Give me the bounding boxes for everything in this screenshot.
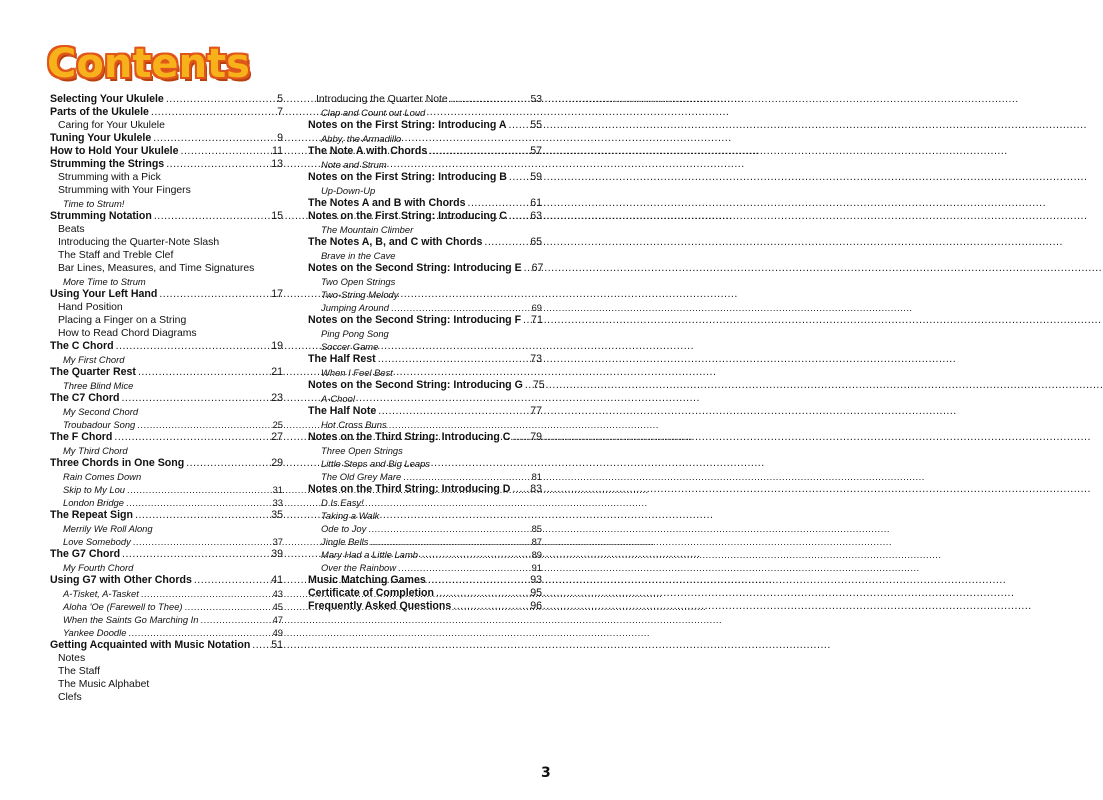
toc-entry-page: 51: [271, 639, 283, 651]
toc-entry-page: 47: [272, 614, 283, 625]
toc-entry-title: Parts of the Ukulele: [50, 106, 149, 118]
toc-entry-title: A-Tisket, A-Tasket: [63, 588, 139, 599]
dot-leader: [453, 600, 528, 613]
toc-entry: [50, 132, 283, 145]
toc-entry: [308, 314, 542, 327]
toc-entry-title: The Music Alphabet: [58, 679, 150, 690]
toc-entry-title: The Staff: [58, 666, 100, 677]
dot-leader: [524, 262, 530, 275]
toc-entry: [308, 535, 542, 548]
toc-entry: [50, 639, 283, 652]
toc-entry-title: Hand Position: [58, 302, 123, 313]
toc-entry-page: 95: [530, 587, 542, 599]
toc-entry-page: 73: [530, 353, 542, 365]
toc-entry-title: Using Your Left Hand: [50, 288, 158, 300]
toc-entry: [50, 470, 283, 483]
toc-entry-title: Clap and Count out Loud: [321, 107, 426, 118]
toc-entry: [50, 197, 283, 210]
toc-entry-title: How to Read Chord Diagrams: [58, 328, 197, 339]
toc-entry: [308, 405, 542, 418]
toc-entry-title: How to Hold Your Ukulele: [50, 145, 179, 157]
toc-entry: [308, 106, 542, 119]
dot-leader: [159, 288, 269, 301]
toc-entry: [50, 106, 283, 119]
toc-entry: [50, 431, 283, 444]
toc-entry: [50, 379, 283, 392]
toc-entry: [308, 600, 542, 613]
toc-entry-title: Certificate of Completion: [308, 587, 434, 599]
toc-entry-title: The C Chord: [50, 340, 114, 352]
toc-entry: [308, 353, 542, 366]
toc-entry: [50, 613, 283, 626]
toc-entry-page: 53: [530, 94, 542, 105]
toc-entry-title: Notes: [58, 653, 86, 664]
dot-leader: [121, 392, 269, 405]
toc-entry-page: 37: [272, 536, 283, 547]
dot-leader: [509, 210, 528, 223]
toc-entry: [308, 184, 542, 197]
toc-entry-page: 17: [271, 288, 283, 300]
dot-leader: [420, 548, 530, 561]
dot-leader: [127, 483, 271, 496]
dot-leader: [450, 93, 529, 106]
toc-entry-title: Using G7 with Other Chords: [50, 574, 192, 586]
toc-entry-title: The F Chord: [50, 431, 113, 443]
dot-leader: [428, 574, 528, 587]
toc-entry: [50, 691, 283, 704]
toc-entry-title: Note and Strum: [321, 159, 387, 170]
toc-entry-title: Strumming the Strings: [50, 158, 165, 170]
toc-entry-page: 65: [530, 236, 542, 248]
dot-leader: [114, 431, 269, 444]
toc-entry: [308, 418, 542, 431]
dot-leader: [398, 561, 530, 574]
toc-entry: [50, 119, 283, 132]
toc-entry: [308, 561, 542, 574]
toc-entry-page: 75: [532, 379, 545, 391]
toc-entry: [308, 496, 542, 509]
toc-entry: [308, 275, 542, 288]
toc-entry-page: 39: [271, 548, 283, 560]
toc-entry: [50, 652, 283, 665]
toc-entry-page: 13: [271, 158, 283, 170]
toc-entry-title: Beats: [58, 224, 85, 235]
toc-entry-title: Ping Pong Song: [321, 328, 389, 339]
toc-entry-title: Notes on the First String: Introducing A: [308, 119, 507, 131]
toc-entry: [50, 548, 283, 561]
toc-entry-page: 43: [272, 588, 283, 599]
toc-entry-title: Love Somebody: [63, 536, 131, 547]
dot-leader: [153, 132, 275, 145]
dot-leader: [122, 548, 269, 561]
toc-entry: [308, 392, 542, 405]
page-number: 3: [541, 765, 551, 781]
dot-leader: [512, 431, 528, 444]
toc-entry-title: Frequently Asked Questions: [308, 600, 452, 612]
toc-entry: [50, 145, 283, 158]
toc-entry: [308, 509, 542, 522]
dot-leader: [137, 418, 270, 431]
toc-entry: [308, 457, 542, 470]
toc-entry: [308, 288, 542, 301]
toc-entry-title: Getting Acquainted with Music Notation: [50, 639, 251, 651]
toc-entry-page: 33: [272, 497, 283, 508]
dot-leader: [181, 145, 270, 158]
dot-leader: [509, 119, 529, 132]
toc-left-column: [50, 93, 283, 704]
toc-entry: [308, 223, 542, 236]
toc-entry-title: Yankee Doodle: [63, 627, 127, 638]
toc-entry-page: 96: [530, 600, 542, 612]
toc-entry-page: 41: [271, 574, 283, 586]
toc-entry-page: 63: [530, 210, 542, 222]
toc-entry: [50, 314, 283, 327]
toc-entry-title: Jumping Around: [321, 302, 389, 313]
dot-leader: [368, 522, 529, 535]
toc-entry-page: 5: [277, 93, 283, 105]
toc-entry-title: Aloha 'Oe (Farewell to Thee): [63, 601, 183, 612]
toc-entry-title: Two-String Melody: [321, 289, 399, 300]
page-title: Contents: [47, 41, 250, 87]
toc-entry-page: 15: [271, 210, 283, 222]
dot-leader: [141, 587, 271, 600]
dot-leader: [186, 457, 269, 470]
toc-entry-title: Notes on the First String: Introducing B: [308, 171, 507, 183]
toc-entry: [308, 548, 542, 561]
toc-entry-title: Skip to My Lou: [63, 484, 126, 495]
toc-entry-page: 93: [530, 574, 542, 586]
toc-entry-title: Three Open Strings: [321, 445, 403, 456]
dot-leader: [200, 613, 270, 626]
toc-entry-page: 25: [272, 419, 283, 430]
toc-entry: [50, 626, 283, 639]
dot-leader: [126, 496, 271, 509]
dot-leader: [151, 106, 275, 119]
toc-entry-title: Taking a Walk: [321, 510, 380, 521]
toc-entry-page: 87: [531, 536, 542, 547]
toc-entry-title: The Notes A and B with Chords: [308, 197, 466, 209]
dot-leader: [194, 574, 269, 587]
toc-entry: [308, 431, 542, 444]
toc-entry-title: Strumming with a Pick: [58, 172, 161, 183]
dot-leader: [116, 340, 270, 353]
toc-entry-title: Notes on the Third String: Introducing C: [308, 431, 511, 443]
toc-entry: [308, 171, 542, 184]
dot-leader: [512, 483, 528, 496]
toc-entry: [50, 158, 283, 171]
toc-entry: [308, 574, 542, 587]
toc-entry-page: 57: [530, 145, 542, 157]
dot-leader: [429, 145, 528, 158]
toc-entry: [308, 301, 542, 314]
toc-entry: [308, 340, 542, 353]
toc-entry: [50, 353, 283, 366]
toc-entry-title: Selecting Your Ukulele: [50, 93, 164, 105]
toc-entry-page: 9: [277, 132, 283, 144]
toc-entry: [50, 483, 283, 496]
dot-leader: [154, 210, 269, 223]
toc-entry-title: When I Feel Best: [321, 367, 393, 378]
toc-entry-page: 49: [272, 627, 283, 638]
toc-entry-page: 7: [277, 106, 283, 118]
toc-entry: [50, 496, 283, 509]
toc-entry: [50, 561, 283, 574]
toc-entry: [308, 262, 542, 275]
toc-entry-title: The Staff and Treble Clef: [58, 250, 174, 261]
dot-leader: [185, 600, 271, 613]
toc-entry: [308, 197, 542, 210]
toc-entry-page: 35: [271, 509, 283, 521]
dot-leader: [133, 535, 271, 548]
dot-leader: [378, 353, 529, 366]
toc-entry: [50, 392, 283, 405]
dot-leader: [391, 301, 530, 314]
toc-entry: [50, 587, 283, 600]
dot-leader: [509, 171, 528, 184]
toc-entry-title: Little Steps and Big Leaps: [321, 458, 430, 469]
toc-entry: [50, 535, 283, 548]
toc-entry-title: The Half Rest: [308, 353, 376, 365]
dot-leader: [436, 587, 528, 600]
toc-entry-title: Rain Comes Down: [63, 471, 142, 482]
toc-entry: [308, 379, 545, 392]
toc-entry: [50, 600, 283, 613]
toc-entry: [50, 93, 283, 106]
toc-entry: [50, 678, 283, 691]
dot-leader: [138, 366, 269, 379]
toc-entry: [308, 470, 542, 483]
dot-leader: [166, 158, 269, 171]
toc-entry: [50, 418, 283, 431]
toc-entry-title: The Note A with Chords: [308, 145, 428, 157]
toc-entry: [50, 210, 283, 223]
toc-entry-page: 11: [272, 145, 283, 157]
dot-leader: [370, 535, 529, 548]
dot-leader: [484, 236, 528, 249]
toc-entry-title: More Time to Strum: [63, 276, 146, 287]
toc-entry-title: Strumming Notation: [50, 210, 152, 222]
toc-entry-title: Caring for Your Ukulele: [58, 120, 165, 131]
toc-entry: [308, 158, 542, 171]
toc-entry-title: Over the Rainbow: [321, 562, 397, 573]
toc-entry-title: The Repeat Sign: [50, 509, 133, 521]
toc-entry: [50, 509, 283, 522]
toc-entry-title: The Quarter Rest: [50, 366, 136, 378]
toc-entry-page: 85: [531, 523, 542, 534]
toc-entry: [308, 522, 542, 535]
dot-leader: [403, 470, 529, 483]
toc-entry: [50, 249, 283, 262]
toc-entry-title: My Second Chord: [63, 406, 139, 417]
toc-entry-page: 89: [531, 549, 542, 560]
toc-entry-title: D Is Easy!: [321, 497, 364, 508]
toc-entry: [308, 145, 542, 158]
toc-entry-title: Brave in the Cave: [321, 250, 396, 261]
toc-entry-page: 81: [531, 471, 542, 482]
dot-leader: [128, 626, 270, 639]
toc-entry: [50, 340, 283, 353]
toc-entry-page: 21: [271, 366, 283, 378]
toc-entry: [50, 301, 283, 314]
toc-entry: [50, 366, 283, 379]
toc-entry-page: 45: [272, 601, 283, 612]
toc-entry-title: Mary Had a Little Lamb: [321, 549, 418, 560]
toc-entry: [308, 210, 542, 223]
dot-leader: [252, 639, 269, 652]
toc-entry-title: The C7 Chord: [50, 392, 120, 404]
toc-entry: [308, 93, 542, 106]
toc-entry-page: 23: [271, 392, 283, 404]
toc-entry-page: 59: [530, 171, 542, 183]
toc-entry: [308, 444, 542, 457]
toc-entry: [50, 275, 283, 288]
toc-entry-page: 61: [530, 197, 542, 209]
toc-entry-title: Troubadour Song: [63, 419, 136, 430]
toc-entry-page: 83: [530, 483, 542, 495]
toc-entry-title: Merrily We Roll Along: [63, 523, 153, 534]
toc-entry-page: 79: [530, 431, 542, 443]
toc-entry-title: The Mountain Climber: [321, 224, 414, 235]
toc-entry: [308, 119, 542, 132]
toc-entry: [50, 522, 283, 535]
toc-entry-page: 19: [271, 340, 283, 352]
toc-entry: [50, 223, 283, 236]
toc-entry-title: Time to Strum!: [63, 198, 125, 209]
toc-entry-page: 55: [530, 119, 542, 131]
toc-entry-page: 29: [271, 457, 283, 469]
toc-entry: [50, 665, 283, 678]
toc-entry-title: Placing a Finger on a String: [58, 315, 187, 326]
toc-entry: [50, 171, 283, 184]
toc-entry: [308, 236, 542, 249]
toc-entry: [50, 236, 283, 249]
dot-leader: [468, 197, 529, 210]
toc-entry-title: Strumming with Your Fingers: [58, 185, 191, 196]
toc-entry-title: Hot Cross Buns: [321, 419, 387, 430]
dot-leader: [523, 314, 529, 327]
toc-entry-title: My First Chord: [63, 354, 125, 365]
toc-entry-title: The Half Note: [308, 405, 377, 417]
toc-entry-page: 71: [531, 314, 543, 326]
toc-entry: [50, 184, 283, 197]
toc-entry-title: A-Choo!: [321, 393, 356, 404]
toc-entry-title: Ode to Joy: [321, 523, 367, 534]
toc-entry-title: Bar Lines, Measures, and Time Signatures: [58, 263, 255, 274]
toc-entry-title: Introducing the Quarter Note: [316, 94, 448, 105]
toc-entry-title: Music Matching Games: [308, 574, 426, 586]
dot-leader: [166, 93, 275, 106]
toc-entry-title: Clefs: [58, 692, 82, 703]
toc-entry-title: Two Open Strings: [321, 276, 396, 287]
toc-entry-title: Soccer Game: [321, 341, 379, 352]
toc-entry-title: Three Chords in One Song: [50, 457, 185, 469]
toc-entry-title: Three Blind Mice: [63, 380, 134, 391]
toc-entry: [308, 132, 542, 145]
dot-leader: [135, 509, 269, 522]
toc-entry-title: Notes on the Second String: Introducing G: [308, 379, 523, 391]
toc-entry-title: The Notes A, B, and C with Chords: [308, 236, 483, 248]
toc-entry: [50, 457, 283, 470]
toc-entry: [308, 249, 542, 262]
toc-entry-title: London Bridge: [63, 497, 124, 508]
toc-entry-page: 69: [531, 302, 542, 313]
toc-entry-title: Jingle Bells: [321, 536, 369, 547]
dot-leader: [525, 379, 531, 392]
toc-entry: [50, 405, 283, 418]
toc-entry: [50, 262, 283, 275]
toc-right-column: [308, 93, 545, 613]
toc-entry-title: The Old Grey Mare: [321, 471, 402, 482]
toc-entry: [50, 288, 283, 301]
toc-entry: [308, 483, 542, 496]
toc-entry-title: Abby, the Armadillo: [321, 133, 402, 144]
toc-entry: [308, 587, 542, 600]
toc-entry-page: 27: [271, 431, 283, 443]
toc-entry-title: Tuning Your Ukulele: [50, 132, 152, 144]
toc-entry: [50, 574, 283, 587]
toc-entry-title: Introducing the Quarter-Note Slash: [58, 237, 220, 248]
toc-entry: [50, 327, 283, 340]
toc-entry-title: Up-Down-Up: [321, 185, 376, 196]
toc-entry-page: 91: [531, 562, 542, 573]
toc-entry: [308, 366, 542, 379]
toc-entry: [308, 327, 542, 340]
toc-entry-title: Notes on the First String: Introducing C: [308, 210, 507, 222]
dot-leader: [378, 405, 528, 418]
toc-entry-title: Notes on the Third String: Introducing D: [308, 483, 511, 495]
toc-entry: [50, 444, 283, 457]
toc-entry-page: 31: [272, 484, 283, 495]
toc-entry-title: Notes on the Second String: Introducing E: [308, 262, 522, 274]
toc-entry-title: My Third Chord: [63, 445, 128, 456]
toc-entry-title: The G7 Chord: [50, 548, 121, 560]
toc-entry-page: 77: [530, 405, 542, 417]
toc-entry-title: Notes on the Second String: Introducing F: [308, 314, 522, 326]
toc-entry-title: My Fourth Chord: [63, 562, 134, 573]
toc-entry-page: 67: [531, 262, 544, 274]
toc-entry-title: When the Saints Go Marching In: [63, 614, 199, 625]
